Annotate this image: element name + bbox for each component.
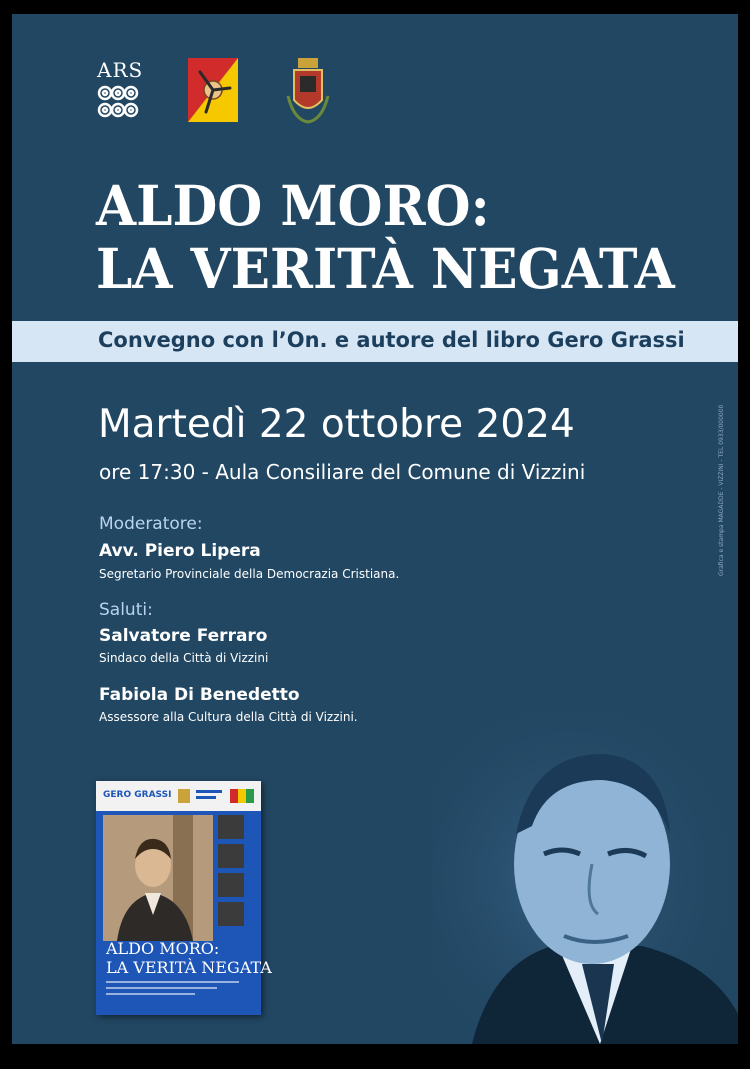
moderator-label: Moderatore:: [99, 514, 203, 534]
ars-label: ARS: [97, 58, 144, 82]
book-title-line-2: LA VERITÀ NEGATA: [106, 958, 272, 977]
greetings-label: Saluti:: [99, 600, 153, 620]
subtitle: Convegno con l’On. e autore del libro Gero Grassi: [98, 328, 685, 352]
ars-spiral-icon: [97, 84, 139, 120]
title-line-1: ALDO MORO:: [96, 173, 490, 238]
book-thumbnail: [218, 873, 244, 897]
title-line-2: LA VERITÀ NEGATA: [96, 236, 675, 301]
book-small-text: [106, 981, 254, 999]
book-logos-icon: [178, 787, 256, 805]
speaker-name: Salvatore Ferraro: [99, 626, 268, 646]
aldo-moro-portrait: [432, 714, 738, 1044]
moderator-role: Segretario Provinciale della Democrazia Cristiana.: [99, 567, 400, 581]
trinacria-flag-icon: [188, 58, 238, 126]
speaker-role: Sindaco della Città di Vizzini: [99, 651, 269, 665]
ars-logo: [97, 58, 143, 120]
poster: [12, 14, 738, 1044]
speaker-role: Assessore alla Cultura della Città di Vizzini.: [99, 710, 358, 724]
book-thumbnails: [218, 815, 244, 931]
event-time-place: ore 17:30 - Aula Consiliare del Comune di Vizzini: [99, 460, 586, 484]
vizzini-coat-of-arms-icon: [284, 56, 332, 130]
book-thumbnail: [218, 844, 244, 868]
book-cover-photo: [103, 815, 213, 941]
print-credit: Grafica e stampa MAGADDE - VIZZINI - TEL 0933/000000: [718, 404, 725, 576]
book-author: GERO GRASSI: [103, 790, 172, 800]
moderator-name: Avv. Piero Lipera: [99, 541, 261, 561]
book-title-line-1: ALDO MORO:: [106, 939, 220, 958]
speaker-name: Fabiola Di Benedetto: [99, 685, 300, 705]
book-thumbnail: [218, 902, 244, 926]
event-date: Martedì 22 ottobre 2024: [98, 402, 575, 447]
subtitle-band: [12, 321, 738, 362]
event-title: [96, 174, 675, 300]
book-cover: [96, 781, 272, 1015]
book-header: [96, 781, 261, 811]
book-thumbnail: [218, 815, 244, 839]
